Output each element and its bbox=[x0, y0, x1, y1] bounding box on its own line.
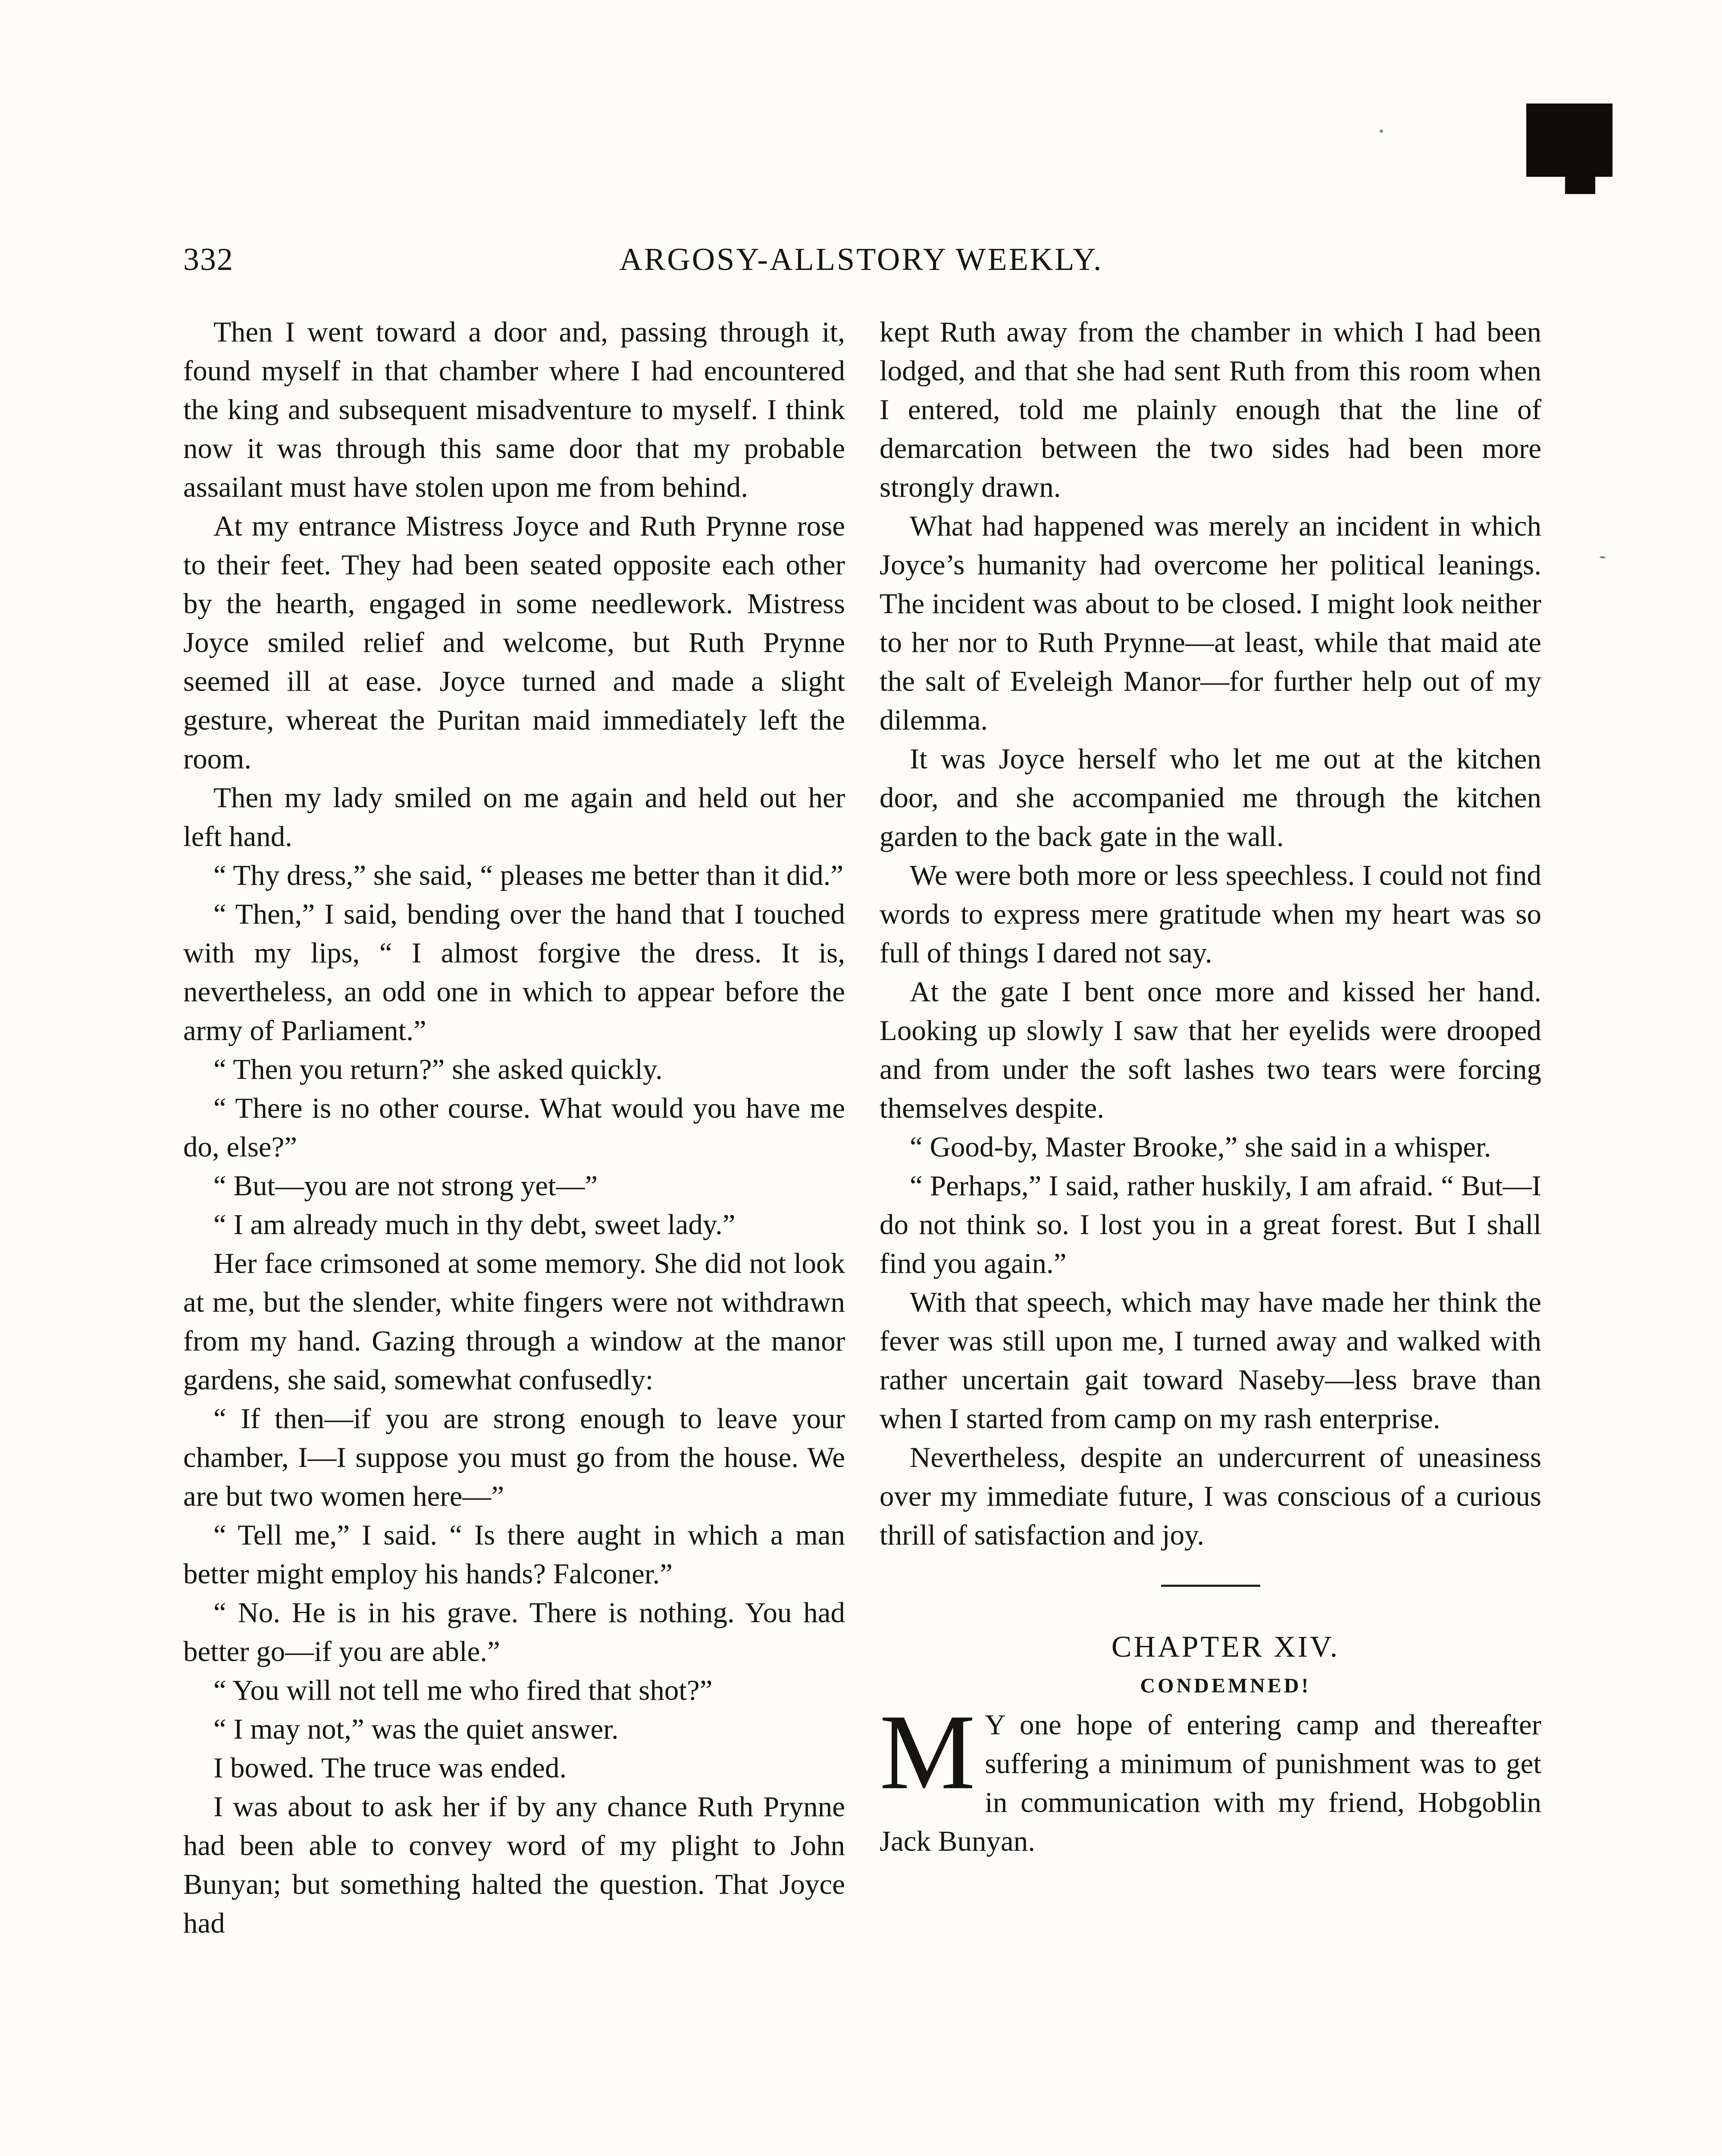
dust-speck bbox=[1600, 556, 1606, 558]
paragraph: “ Then,” I said, bending over the hand that I touched with my lips, “ I almost forgive the dress. It is, nevertheless, an odd one in which to appear before the army of Parliament.” bbox=[183, 898, 845, 1047]
paragraph: At the gate I bent once more and kissed her hand. Looking up slowly I saw that her eyelids were drooped and from under the soft lashes two tears were forcing themselves despite. bbox=[880, 976, 1541, 1124]
paragraph: “ If then—if you are strong enough to leave your chamber, I—I suppose you must go from the house. We are but two women here—” bbox=[183, 1403, 845, 1512]
paragraph: I bowed. The truce was ended. bbox=[213, 1752, 567, 1784]
chapter-opening-text: Y one hope of entering camp and thereafter suffering a minimum of punishment was to get in communication with my friend, Hobgoblin Jack Bunyan. bbox=[880, 1709, 1541, 1857]
paragraph: What had happened was merely an incident in which Joyce’s humanity had overcome her political leanings. The incident was about to be closed. I might look neither to her nor to Ruth Prynne—at least, while that maid ate the salt of Eveleigh Manor—for further help out of my dilemma. bbox=[880, 510, 1541, 736]
left-column bbox=[183, 313, 845, 1943]
section-divider bbox=[1161, 1585, 1260, 1587]
paragraph: “ Good-by, Master Brooke,” she said in a whisper. bbox=[910, 1131, 1491, 1163]
paragraph: We were both more or less speechless. I could not find words to express mere gratitude when my heart was so full of things I dared not say. bbox=[880, 859, 1541, 969]
chapter-title: CHAPTER XIV. bbox=[1111, 1630, 1340, 1664]
paragraph: “ Tell me,” I said. “ Is there aught in which a man better might employ his hands? Falconer.” bbox=[183, 1519, 845, 1590]
paragraph: Her face crimsoned at some memory. She did not look at me, but the slender, white fingers were not withdrawn from my hand. Gazing through a window at the manor gardens, she said, somewhat confusedly: bbox=[183, 1247, 845, 1396]
paragraph: “ Perhaps,” I said, rather huskily, I am afraid. “ But—I do not think so. I lost you in a great forest. But I shall find you again.” bbox=[880, 1170, 1541, 1279]
ink-blot bbox=[1526, 103, 1612, 177]
paragraph: “ Thy dress,” she said, “ pleases me better than it did.” bbox=[213, 859, 844, 891]
page-number: 332 bbox=[183, 242, 234, 277]
paragraph: “ Then you return?” she asked quickly. bbox=[213, 1053, 663, 1085]
right-column bbox=[880, 313, 1541, 1861]
running-head: ARGOSY-ALLSTORY WEEKLY. bbox=[619, 242, 1103, 277]
paragraph: Then I went toward a door and, passing through it, found myself in that chamber where I had encountered the king and subsequent misadventure to myself. I think now it was through this same door that my probable assailant must have stolen upon me from behind. bbox=[183, 316, 845, 503]
paragraph: Then my lady smiled on me again and held out her left hand. bbox=[183, 782, 845, 852]
paragraph: It was Joyce herself who let me out at the kitchen door, and she accompanied me through the kitchen garden to the back gate in the wall. bbox=[880, 743, 1541, 852]
continued-paragraph: kept Ruth away from the chamber in which I had been lodged, and that she had sent Ruth from this room when I entered, told me plainly enough that the line of demarcation between the two sides had been more strongly drawn. bbox=[880, 316, 1541, 503]
paragraph: “ You will not tell me who fired that shot?” bbox=[213, 1674, 713, 1706]
paragraph: I was about to ask her if by any chance Ruth Prynne had been able to convey word of my plight to John Bunyan; but something halted the question. That Joyce had bbox=[183, 1791, 845, 1939]
chapter-opening-paragraph bbox=[880, 1692, 1541, 1861]
paragraph: “ But—you are not strong yet—” bbox=[213, 1170, 598, 1202]
dust-speck bbox=[1380, 129, 1383, 133]
paragraph: At my entrance Mistress Joyce and Ruth Prynne rose to their feet. They had been seated opposite each other by the hearth, engaged in some needlework. Mistress Joyce smiled relief and welcome, but Ruth Prynne seemed ill at ease. Joyce turned and made a slight gesture, whereat the Puritan maid immediately left the room. bbox=[183, 510, 845, 775]
chapter-subtitle: CONDEMNED! bbox=[1140, 1674, 1311, 1697]
paragraph: “ I may not,” was the quiet answer. bbox=[213, 1713, 619, 1745]
paragraph: “ I am already much in thy debt, sweet lady.” bbox=[213, 1209, 736, 1241]
paragraph: With that speech, which may have made her think the fever was still upon me, I turned away and walked with rather uncertain gait toward Naseby—less brave than when I started from camp on my rash enterprise. bbox=[880, 1286, 1541, 1435]
drop-cap: M bbox=[880, 1692, 976, 1812]
paragraph: “ There is no other course. What would you have me do, else?” bbox=[183, 1092, 845, 1163]
paragraph: “ No. He is in his grave. There is nothing. You had better go—if you are able.” bbox=[183, 1597, 845, 1667]
paragraph: Nevertheless, despite an undercurrent of uneasiness over my immediate future, I was conscious of a curious thrill of satisfaction and joy. bbox=[880, 1442, 1541, 1551]
page-header bbox=[183, 241, 1539, 289]
